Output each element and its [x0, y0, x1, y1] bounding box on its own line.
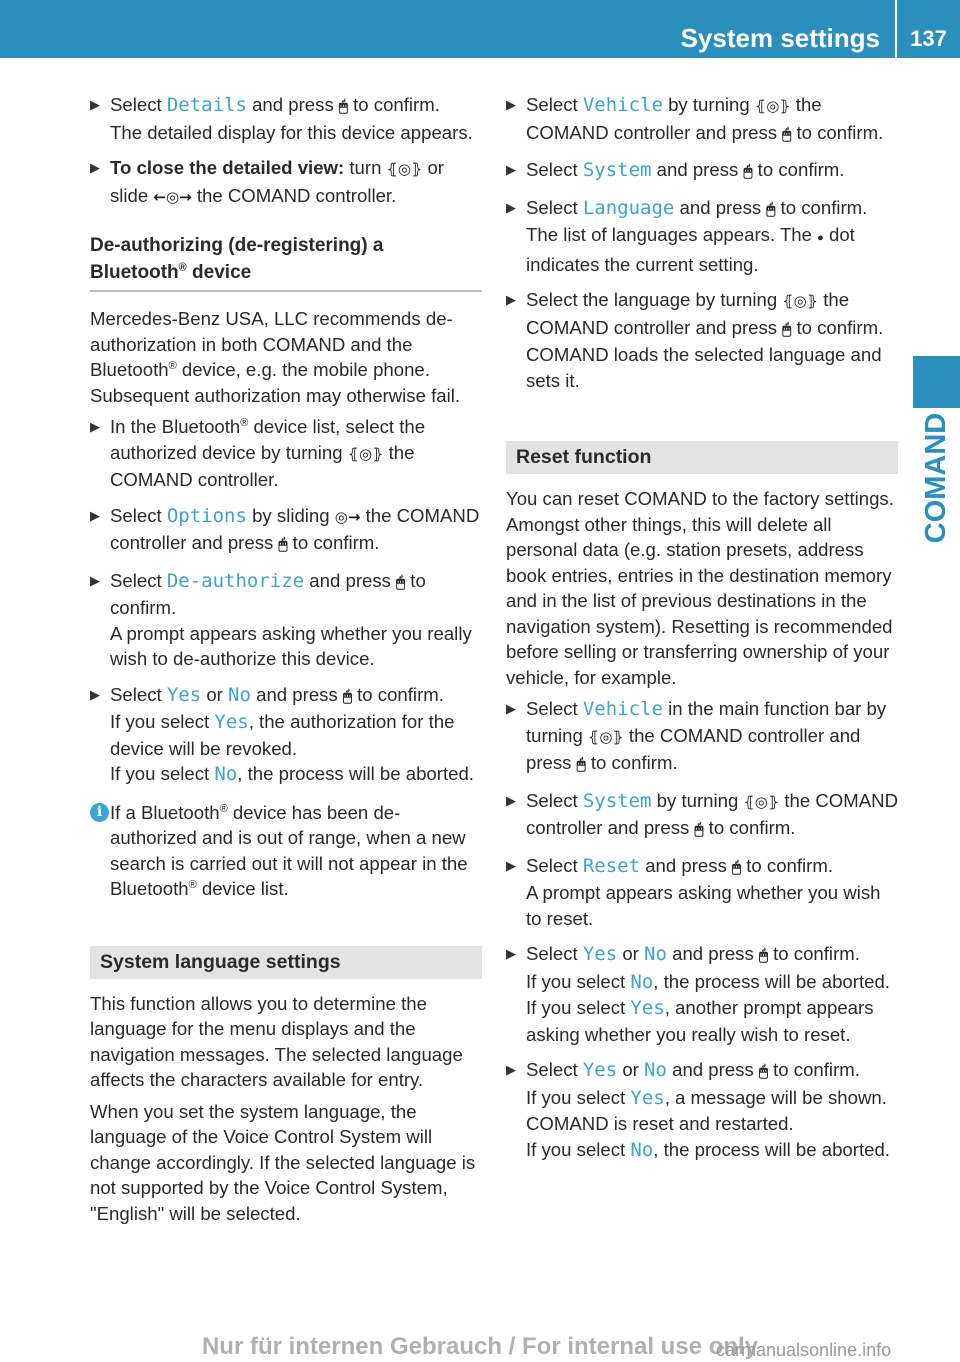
ui-term-language: Language	[582, 196, 675, 219]
step-arrow-icon: ▶	[90, 572, 100, 588]
ui-term-vehicle: Vehicle	[582, 698, 663, 720]
side-tab-marker	[913, 356, 960, 408]
footer-internal-use-notice: Nur für internen Gebrauch / For internal use only	[201, 1333, 759, 1360]
press-controller-icon: 🖱	[766, 199, 776, 218]
step-arrow-icon: ▶	[90, 686, 100, 702]
step-select-language: ▶ Select Language and press 🖱 to confirm. The list of languages appears. The ● dot indicates the current setting.	[506, 196, 868, 275]
press-controller-icon: 🖱	[694, 820, 704, 838]
chapter-title: System settings	[680, 23, 880, 53]
paragraph-reset-description: You can reset COMAND to the factory settings. Amongst other things, this will delete all personal data (e.g. station presets, address book entries, entries in the destination memory and in the list of previous destinations in the navigation system). Resetting is recommended before selling or transferring ownership of your vehicle, for example.	[506, 488, 894, 688]
press-controller-icon: 🖱	[342, 686, 352, 705]
step-arrow-icon: ▶	[90, 97, 100, 112]
subheading-de-authorizing: De-authorizing (de-registering) a Bluetooth® device	[90, 232, 482, 292]
step-arrow-icon: ▶	[506, 701, 516, 716]
step-select-device: ▶ In the Bluetooth® device list, select the authorized device by turning ⦃◎⦄ the COMAND controller.	[90, 416, 426, 490]
paragraph-voice-control: When you set the system language, the language of the Voice Control System will change accordingly. If the selected language is not supported by the Voice Control System, "English" will be selected.	[90, 1100, 476, 1224]
ui-term-details: Details	[166, 94, 247, 116]
ui-term-de-authorize: De-authorize	[166, 569, 305, 592]
slide-controller-icon: ←◎→	[153, 187, 192, 206]
step-arrow-icon: ▶	[506, 946, 516, 961]
turn-controller-icon: ⦃◎⦄	[754, 97, 791, 115]
press-controller-icon: 🖱	[576, 755, 586, 773]
press-controller-icon: 🖱	[732, 857, 742, 876]
right-column	[506, 92, 898, 1173]
info-note: i If a Bluetooth® device has been de-authorized and is out of range, when a new search is carried out it will not appear in the Bluetooth® device list.	[90, 800, 482, 902]
step-select-vehicle: ▶ Select Vehicle by turning ⦃◎⦄ the COMAND controller and press 🖱 to confirm.	[506, 94, 884, 143]
step-arrow-icon: ▶	[506, 1062, 516, 1077]
step-arrow-icon: ▶	[506, 97, 516, 112]
step-select-de-authorize: ▶ Select De-authorize and press 🖱 to confirm. A prompt appears asking whether you really wish to de-authorize this device.	[90, 569, 472, 669]
press-controller-icon: 🖱	[782, 319, 792, 338]
dot-icon: ●	[817, 232, 824, 244]
step-arrow-icon: ▶	[90, 507, 100, 523]
step-arrow-icon: ▶	[506, 199, 516, 215]
step-arrow-icon: ▶	[90, 160, 100, 175]
turn-controller-icon: ⦃◎⦄	[386, 160, 423, 178]
footer-watermark: carmanualsonline.info	[716, 1340, 892, 1360]
press-controller-icon: 🖱	[758, 946, 768, 964]
ui-term-options: Options	[166, 504, 247, 527]
step-select-reset: ▶ Select Reset and press 🖱 to confirm. A prompt appears asking whether you wish to reset.	[506, 854, 881, 929]
step-select-options: ▶ Select Options by sliding ◎→ the COMAND controller and press 🖱 to confirm.	[90, 504, 480, 553]
info-icon: i	[90, 803, 109, 822]
paragraph-recommendation: Mercedes-Benz USA, LLC recommends de-authorization in both COMAND and the Bluetooth® device, e.g. the mobile phone. Subsequent authorization may otherwise fail.	[90, 308, 461, 406]
step-arrow-icon: ▶	[506, 162, 516, 177]
press-controller-icon: 🖱	[782, 124, 792, 143]
section-reset-function: Reset function	[506, 441, 898, 474]
press-controller-icon: 🖱	[338, 97, 348, 115]
left-column	[90, 92, 482, 1232]
press-controller-icon: 🖱	[396, 572, 406, 591]
step-arrow-icon: ▶	[506, 792, 516, 808]
turn-controller-icon: ⦃◎⦄	[743, 792, 780, 811]
press-controller-icon: 🖱	[278, 535, 288, 553]
page-header	[0, 0, 960, 58]
press-controller-icon: 🖱	[758, 1062, 768, 1080]
section-system-language-settings: System language settings	[90, 946, 482, 979]
paragraph-language-function: This function allows you to determine the language for the menu displays and the navigation messages. The selected language affects the characters available for entry.	[90, 992, 463, 1090]
step-reset-yes-no-first: ▶ Select Yes or No and press 🖱 to confirm. If you select No, the process will be aborted. If you select Yes, another prompt appears asking whether you really wish to reset.	[506, 943, 890, 1045]
step-reset-select-system: ▶ Select System by turning ⦃◎⦄ the COMAND controller and press 🖱 to confirm.	[506, 789, 899, 838]
step-close-detailed-view: ▶ To close the detailed view: turn ⦃◎⦄ or slide ←◎→ the COMAND controller.	[90, 157, 444, 206]
turn-controller-icon: ⦃◎⦄	[782, 292, 819, 310]
step-arrow-icon: ▶	[90, 419, 100, 434]
step-select-yes-no: ▶ Select Yes or No and press 🖱 to confirm. If you select Yes, the authorization for the device will be revoked. If you select No, the process will be aborted.	[90, 683, 474, 785]
step-select-details: ▶ Select Details and press 🖱 to confirm. The detailed display for this device appears.	[90, 94, 473, 143]
page-number: 137	[910, 26, 947, 51]
side-tab-label: COMAND	[920, 412, 952, 544]
step-reset-yes-no-second: ▶ Select Yes or No and press 🖱 to confirm. If you select Yes, a message will be shown. COMAND is reset and restarted. If you select No, the process will be aborted.	[506, 1059, 890, 1161]
step-arrow-icon: ▶	[506, 857, 516, 873]
step-turn-language: ▶ Select the language by turning ⦃◎⦄ the COMAND controller and press 🖱 to confirm. COMAND loads the selected language and sets it.	[506, 289, 884, 391]
turn-controller-icon: ⦃◎⦄	[347, 444, 384, 463]
ui-term-system: System	[582, 159, 652, 181]
ui-term-vehicle: Vehicle	[582, 94, 663, 116]
step-arrow-icon: ▶	[506, 292, 516, 307]
press-controller-icon: 🖱	[743, 162, 753, 180]
step-select-system: ▶ Select System and press 🖱 to confirm.	[506, 159, 845, 181]
ui-term-reset: Reset	[582, 854, 641, 877]
step-reset-select-vehicle: ▶ Select Vehicle in the main function bar by turning ⦃◎⦄ the COMAND controller and press 🖱 to confirm.	[506, 698, 887, 773]
turn-controller-icon: ⦃◎⦄	[588, 727, 624, 746]
slide-controller-icon: ◎→	[334, 507, 361, 526]
ui-term-system: System	[582, 789, 652, 812]
